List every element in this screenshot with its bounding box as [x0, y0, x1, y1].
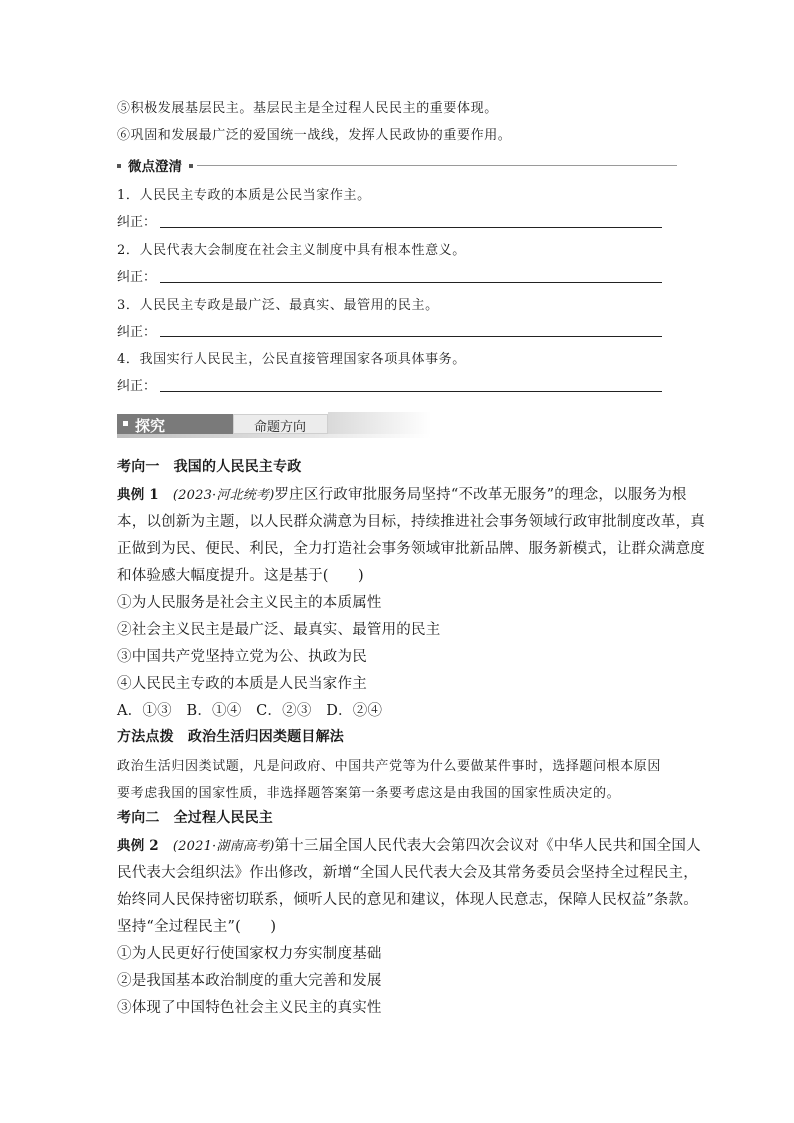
bullet-icon: [117, 164, 121, 168]
example-1-option-4: ④人民民主专政的本质是人民当家作主: [117, 676, 367, 692]
example-2-line-4: 坚持“全过程民主”( ): [117, 919, 277, 935]
bullet-icon: [189, 164, 193, 168]
example-2-option-1: ①为人民更好行使国家权力夯实制度基础: [117, 946, 382, 962]
direction-1-heading: 考向一 我国的人民民主专政: [117, 459, 302, 475]
direction-2-heading: 考向二 全过程人民民主: [117, 810, 274, 826]
method-heading: 方法点拨 政治生活归因类题目解法: [117, 729, 345, 745]
clarify-item-3: 3．人民民主专政是最广泛、最真实、最管用的民主。: [117, 298, 439, 313]
banner-subtitle: 命题方向: [254, 420, 307, 435]
explore-banner: [117, 412, 431, 438]
correction-line: [160, 391, 662, 392]
clarify-item-4: 4．我国实行人民民主，公民直接管理国家各项具体事务。: [117, 352, 466, 367]
correction-line: [160, 282, 662, 283]
example-1-option-1: ①为人民服务是社会主义民主的本质属性: [117, 595, 382, 611]
correction-line: [160, 227, 662, 228]
method-line-2: 要考虑我国的国家性质，非选择题答案第一条要考虑这是由我国的国家性质决定的。: [117, 786, 621, 801]
example-1-line-3: 正做到为民、便民、利民，全力打造社会事务领域审批新品牌、服务新模式，让群众满意度: [117, 541, 705, 557]
rule-line: [197, 165, 677, 166]
section-title: 微点澄清: [128, 159, 182, 175]
example-2-line-2: 民代表大会组织法》作出修改，新增“全国人民代表大会及其常务委员会坚持全过程民主，: [117, 865, 698, 881]
example-1-option-2: ②社会主义民主是最广泛、最真实、最管用的民主: [117, 622, 441, 638]
correction-line: [160, 336, 662, 337]
correction-label: 纠正：: [117, 270, 157, 285]
example-1-line-1: 典例 1 (2023·河北统考)罗庄区行政审批服务局坚持“不改革无服务”的理念，以服务为根: [117, 487, 687, 503]
example-1-line-4: 和体验感大幅度提升。这是基于( ): [117, 568, 364, 584]
clarify-item-1: 1．人民民主专政的本质是公民当家作主。: [117, 188, 371, 203]
section-divider: [117, 159, 677, 175]
correction-label: 纠正：: [117, 325, 157, 340]
example-1-option-3: ③中国共产党坚持立党为公、执政为民: [117, 649, 367, 665]
example-2-line-3: 始终同人民保持密切联系，倾听人民的意见和建议，体现人民意志，保障人民权益”条款。: [117, 892, 698, 908]
intro-item-5: ⑤积极发展基层民主。基层民主是全过程人民民主的重要体现。: [117, 101, 498, 116]
clarify-item-2: 2．人民代表大会制度在社会主义制度中具有根本性意义。: [117, 243, 466, 258]
bullet-icon: [123, 421, 128, 426]
example-2-line-1: 典例 2 (2021·湖南高考)第十三届全国人民代表大会第四次会议对《中华人民共和国全国人: [117, 838, 701, 854]
example-1-choices: A．①③ B．①④ C．②③ D．②④: [117, 703, 383, 719]
example-1-line-2: 本，以创新为主题，以人民群众满意为目标，持续推进社会事务领域行政审批制度改革，真: [117, 514, 705, 530]
correction-label: 纠正：: [117, 215, 157, 230]
intro-item-6: ⑥巩固和发展最广泛的爱国统一战线，发挥人民政协的重要作用。: [117, 128, 512, 143]
example-2-option-2: ②是我国基本政治制度的重大完善和发展: [117, 973, 382, 989]
example-2-option-3: ③体现了中国特色社会主义民主的真实性: [117, 1000, 382, 1016]
correction-label: 纠正：: [117, 379, 157, 394]
banner-title: 探究: [135, 417, 166, 435]
method-line-1: 政治生活归因类试题，凡是问政府、中国共产党等为什么要做某件事时，选择题问根本原因: [117, 759, 662, 774]
